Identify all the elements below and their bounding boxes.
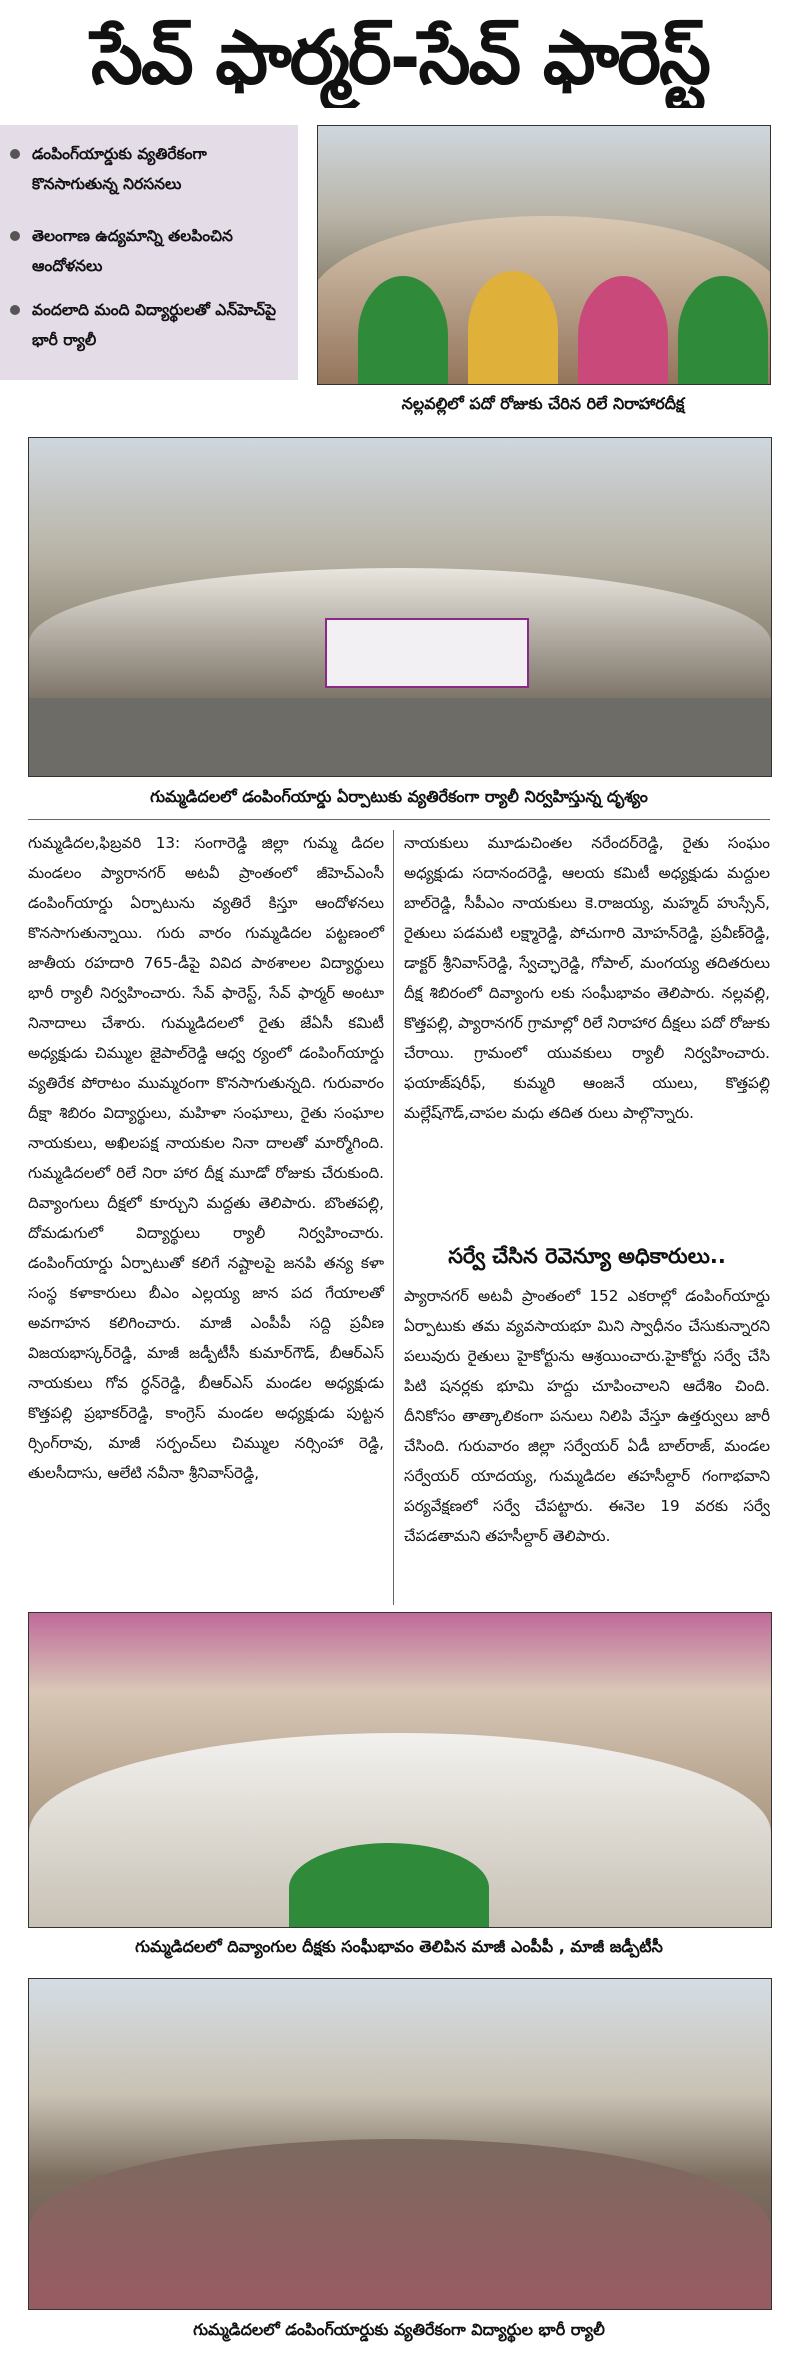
divider [28,819,770,820]
photo-disabled-strike [28,1612,772,1928]
column-divider [393,830,394,1605]
photo-relay-hunger-strike [317,125,771,385]
bullet-icon [10,231,20,241]
article-column-1 [28,828,384,1608]
article-body-1: గుమ్మడిదల,ఫిబ్రవరి 13: సంగారెడ్డి జిల్లా గుమ్మ డిదల మండలం ప్యారానగర్ అటవీ ప్రాంతంలో జీహెచ్ఎంసీ డంపింగ్‌యార్డు ఏర్పాటును వ్యతిరే కిస్తూ ఆందోళనలు కొనసాగుతున్నాయి. గురు వారం గుమ్మడిదల పట్టణంలో జాతీయ రహదారి 765-డీపై వివిద పాఠశాలల విద్యార్థులు భారీ ర్యాలీ నిర్వహించారు. సేవ్ ఫారెస్ట్, సేవ్ ఫార్మర్ అంటూ నినాదాలు చేశారు. గుమ్మడిదలలో రైతు జేఏసీ కమిటీ అధ్యక్షుడు చిమ్ముల జైపాల్‌రెడ్డి ఆధ్వ ర్యంలో డంపింగ్‌యార్డు వ్యతిరేక పోరాటం ముమ్మరంగా కొనసాగుతున్నది. గురువారం దీక్షా శిబిరం విద్యార్థులు, మహిళా సంఘాలు, రైతు సంఘాల నాయకులు, అఖిలపక్ష నాయకుల నినా దాలతో మార్మోగింది. గుమ్మడిదలలో రిలే నిరా హార దీక్ష మూడో రోజుకు చేరుకుంది. దివ్యాంగులు దీక్షలో కూర్చుని మద్దతు తెలిపారు. బొంతపల్లి, దోమడుగులో విద్యార్థులు ర్యాలీ నిర్వహించారు. డంపింగ్‌యార్డు ఏర్పాటుతో కలిగే నష్టాలపై జనపి తన్య కళా సంస్థ కళాకారులు బీఎం ఎల్లయ్య జాన పద గేయాలతో అవగాహన కలిగించారు. మాజీ ఎంపీపీ సద్ది ప్రవీణ విజయభాస్కర్‌రెడ్డి, మాజీ జడ్పీటీసీ కుమార్‌గౌడ్, బీఆర్ఎస్ నాయకులు గోవ ర్ధన్‌రెడ్డి, బీఆర్ఎస్ మండల అధ్యక్షుడు కొత్తపల్లి ప్రభాకర్‌రెడ్డి, కాంగ్రెస్ మండల అధ్యక్షుడు పుట్టన ర్సింగ్‌రావు, మాజీ సర్పంచ్‌లు చిమ్ముల నర్సింహా రెడ్డి, తులసీదాసు, ఆలేటి నవీనా శ్రీనివాస్‌రెడ్డి, [28,834,384,1482]
article-body-2: నాయకులు మూడుచింతల నరేందర్‌రెడ్డి, రైతు సంఘం అధ్యక్షుడు సదానందరెడ్డి, ఆలయ కమిటీ అధ్యక్షుడు మద్దుల బాల్‌రెడ్డి, సీపీఎం నాయకులు కె.రాజయ్య, మహ్మద్ హుస్సేన్, రైతులు పడమటి లక్ష్మారెడ్డి, పోచుగారి మోహన్‌రెడ్డి, ప్రవీణ్‌రెడ్డి, డాక్టర్ శ్రీనివాస్‌రెడ్డి, స్వేచ్ఛారెడ్డి, గోపాల్, మంగయ్య తదితరులు దీక్ష శిబిరంలో దివ్యాంగు లకు సంఘీభావం తెలిపారు. నల్లవల్లి, కొత్తపల్లి, ప్యారానగర్ గ్రామాల్లో రిలే నిరాహార దీక్షలు పదో రోజుకు చేరాయి. గ్రామంలో యువకులు ర్యాలీ నిర్వహించారు. ఫయాజ్‌షరీఫ్, కుమ్మరి ఆంజనే యులు, కొత్తపల్లి మల్లేష్‌గౌడ్,చాపల మధు తదిత రులు పాల్గొన్నారు. [404,834,770,1122]
photo2-caption: గుమ్మడిదలలో డంపింగ్‌యార్డు ఏర్పాటుకు వ్యతిరేకంగా ర్యాలీ నిర్వహిస్తున్న దృశ్యం [150,787,648,806]
article-body-3: ప్యారానగర్ అటవీ ప్రాంతంలో 152 ఎకరాల్లో డంపింగ్‌యార్డు ఏర్పాటుకు తమ వ్యవసాయభూ మిని స్వాధీనం చేసుకున్నారని పలువురు రైతులు హైకోర్టును ఆశ్రయించారు.హైకోర్టు సర్వే చేసి పిటి షనర్లకు భూమి హద్దు చూపించాలని ఆదేశిం చింది. దీనికోసం తాత్కాలికంగా పనులు నిలిపి వేస్తూ ఉత్తర్వులు జారీ చేసింది. గురువారం జిల్లా సర్వేయర్ ఏడీ బాల్‌రాజ్, మండల సర్వేయర్ యాదయ్య, గుమ్మడిదల తహసీల్దార్ గంగాభవాని పర్యవేక్షణలో సర్వే చేపట్టారు. ఈనెల 19 వరకు సర్వే చేపడతామని తహసీల్దార్ తెలిపారు. [404,1287,770,1545]
subheading: సర్వే చేసిన రెవెన్యూ అధికారులు.. [448,1244,726,1268]
highlight-item: తెలంగాణ ఉద్యమాన్ని తలపించిన ఆందోళనలు [10,221,290,281]
article-column-2b [404,1281,770,1611]
photo-rally [28,437,772,777]
highlight-item: వందలాది మంది విద్యార్థులతో ఎన్‌హెచ్‌పై భారీ ర్యాలీ [10,295,290,355]
headline: సేవ్ ఫార్మర్-సేవ్ ఫారెస్ట్ [91,15,709,101]
rally-banner [325,618,529,688]
highlight-item: డంపింగ్‌యార్డుకు వ్యతిరేకంగా కొనసాగుతున్న నిరసనలు [10,139,290,199]
bullet-icon [10,149,20,159]
photo4-caption: గుమ్మడిదలలో డంపింగ్‌యార్డుకు వ్యతిరేకంగా విద్యార్థుల భారీ ర్యాలీ [193,2320,605,2339]
photo3-caption: గుమ్మడిదలలో దివ్యాంగుల దీక్షకు సంఘీభావం తెలిపిన మాజీ ఎంపీపీ , మాజీ జడ్పీటీసీ [135,1937,663,1956]
photo-students-rally [28,1978,772,2310]
article-column-2 [404,828,770,1268]
bullet-icon [10,305,20,315]
highlights-box [0,125,298,380]
photo1-caption: నల్లవల్లిలో పదో రోజుకు చేరిన రిలే నిరాహారదీక్ష [401,394,685,413]
